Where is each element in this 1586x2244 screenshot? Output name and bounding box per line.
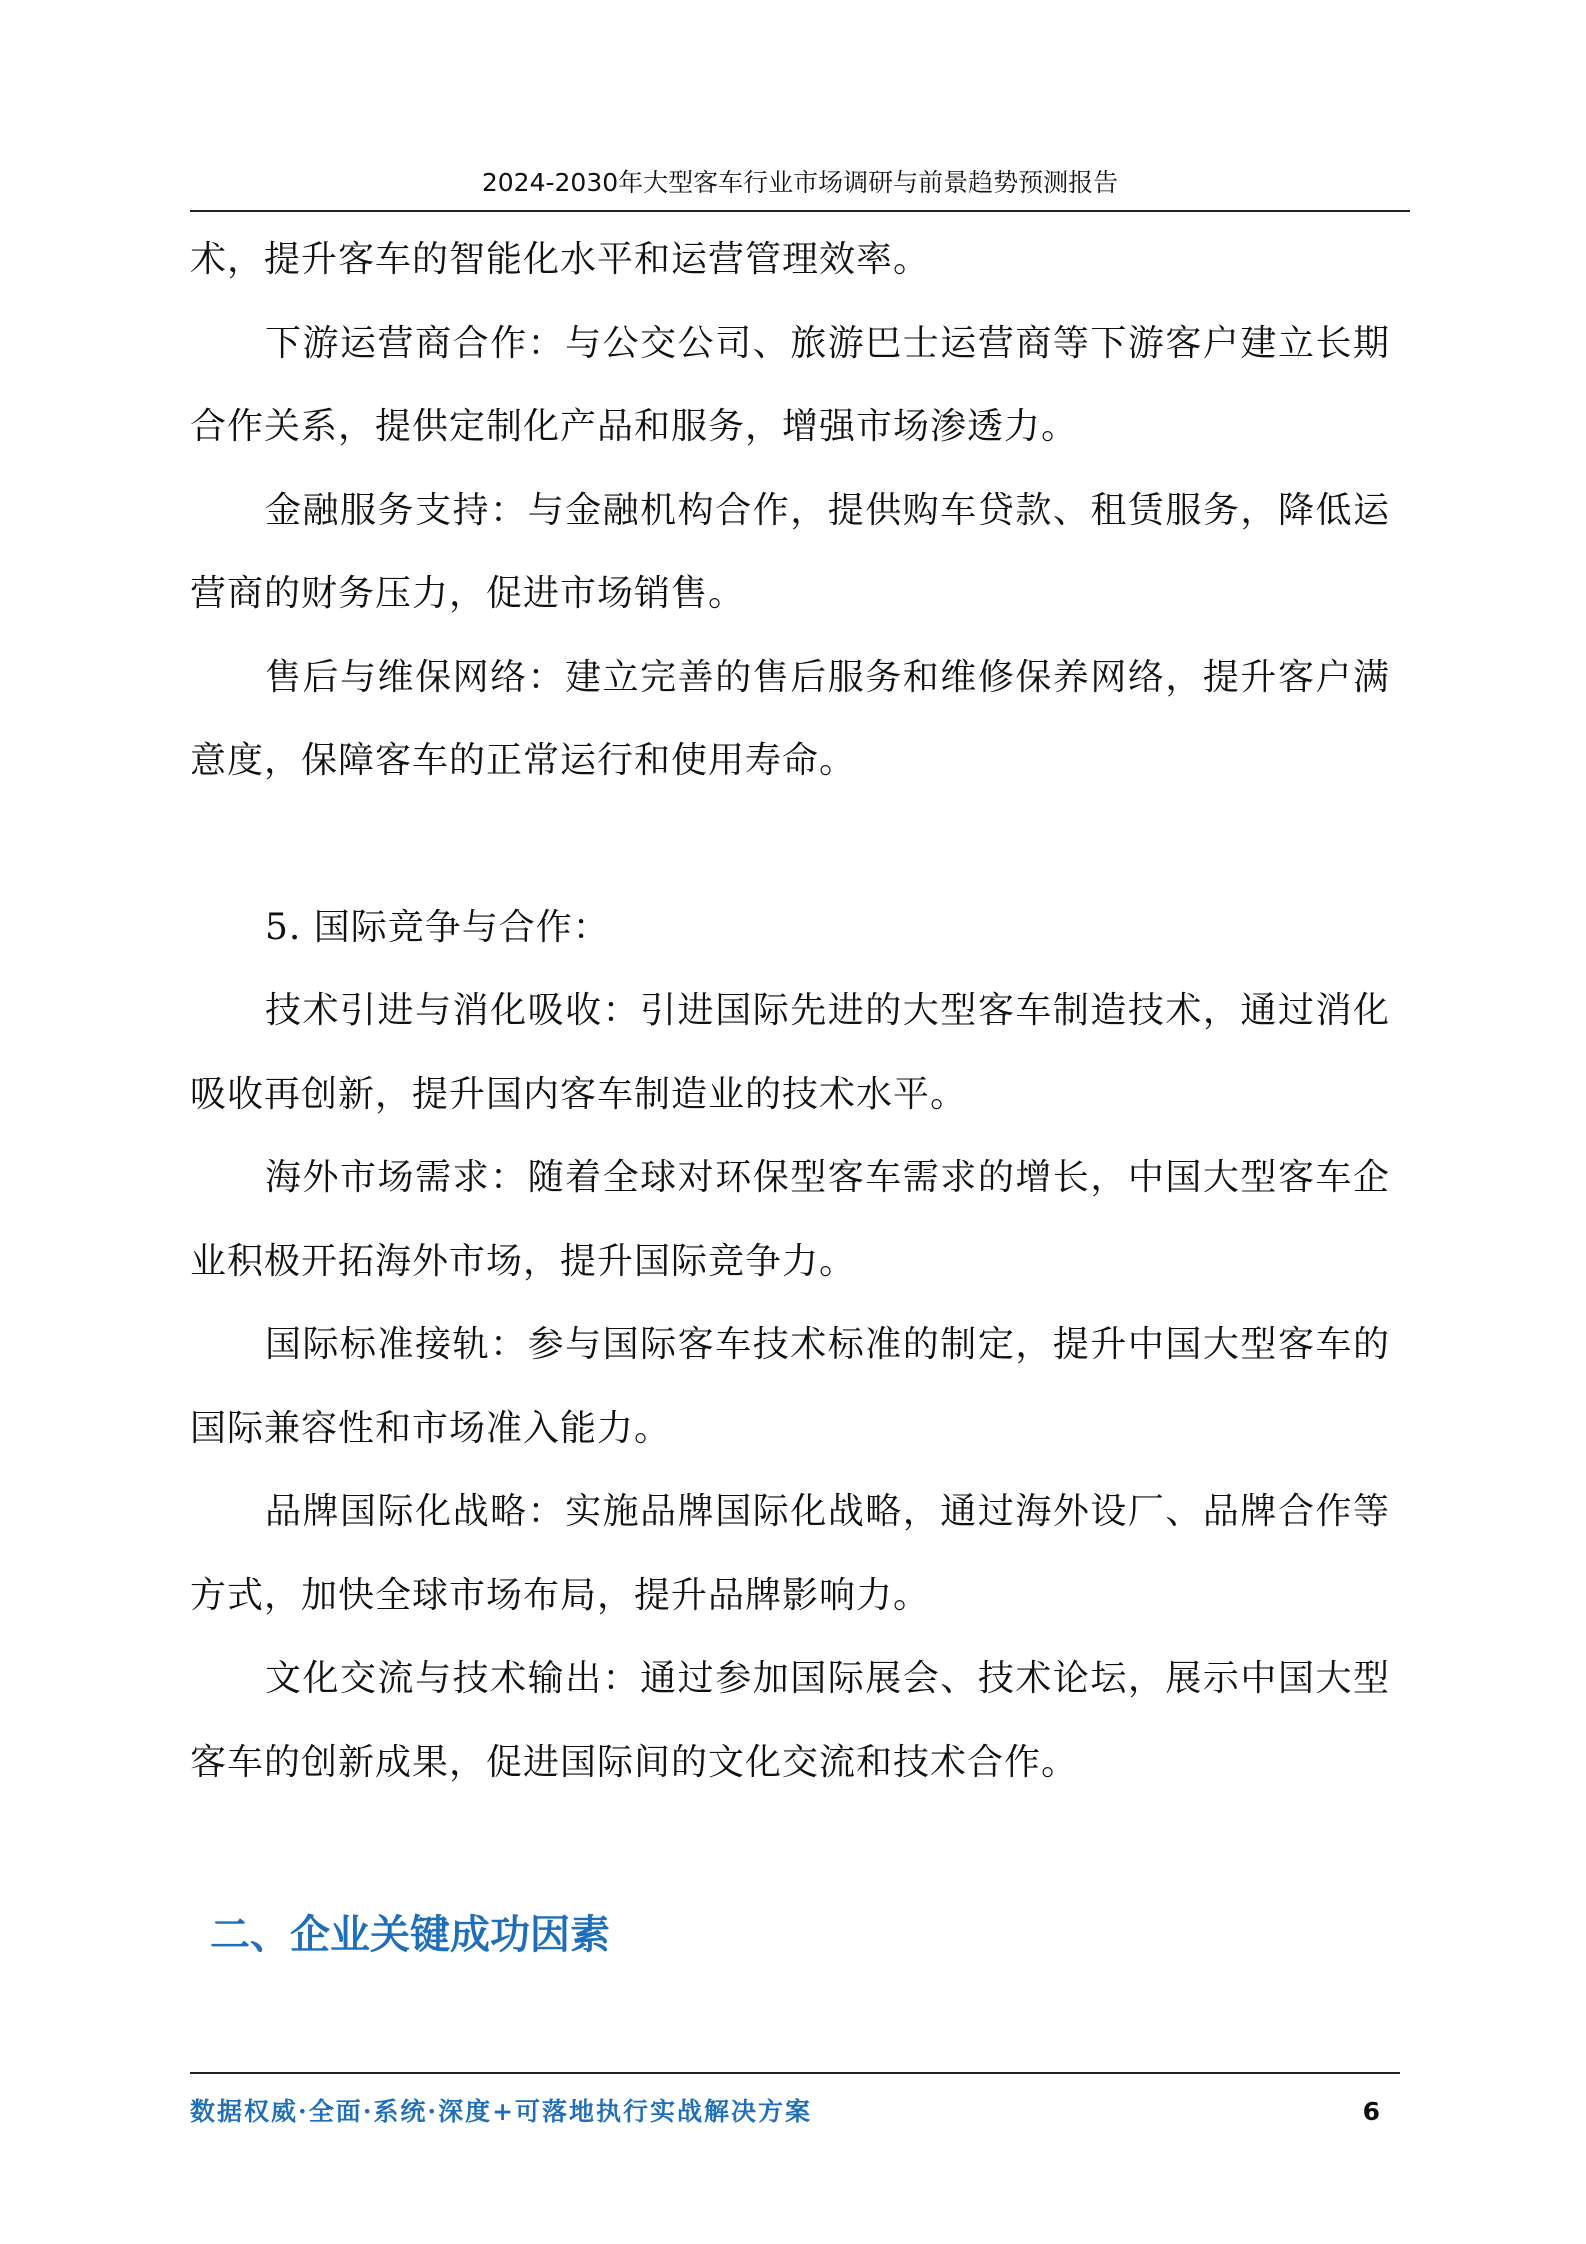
page-number: 6 bbox=[1362, 2097, 1380, 2126]
footer-divider bbox=[190, 2072, 1400, 2074]
paragraph-overseas-demand: 海外市场需求：随着全球对环保型客车需求的增长，中国大型客车企业积极开拓海外市场，提升国际竞争力。 bbox=[190, 1157, 1390, 1282]
footer-slogan: 数据权威·全面·系统·深度+可落地执行实战解决方案 bbox=[190, 2097, 813, 2126]
page-header bbox=[190, 160, 1410, 212]
subheading-international-competition: 5. 国际竞争与合作： bbox=[265, 906, 610, 948]
paragraph-downstream-cooperation: 下游运营商合作：与公交公司、旅游巴士运营商等下游客户建立长期合作关系，提供定制化产品和服务，增强市场渗透力。 bbox=[190, 322, 1390, 447]
section-heading: 二、企业关键成功因素 bbox=[210, 1912, 610, 1958]
report-title: 2024-2030年大型客车行业市场调研与前景趋势预测报告 bbox=[481, 168, 1119, 197]
main-content bbox=[190, 218, 1390, 1804]
paragraph-gap bbox=[190, 803, 1390, 886]
paragraph-technology-import: 技术引进与消化吸收：引进国际先进的大型客车制造技术，通过消化吸收再创新，提升国内客车制造业的技术水平。 bbox=[190, 990, 1390, 1115]
paragraph-brand-internationalization: 品牌国际化战略：实施品牌国际化战略，通过海外设厂、品牌合作等方式，加快全球市场布局，提升品牌影响力。 bbox=[190, 1491, 1390, 1616]
paragraph-after-sales-network: 售后与维保网络：建立完善的售后服务和维修保养网络，提升客户满意度，保障客车的正常运行和使用寿命。 bbox=[190, 656, 1390, 781]
paragraph-financial-services: 金融服务支持：与金融机构合作，提供购车贷款、租赁服务，降低运营商的财务压力，促进市场销售。 bbox=[190, 489, 1390, 614]
paragraph-international-standards: 国际标准接轨：参与国际客车技术标准的制定，提升中国大型客车的国际兼容性和市场准入能力。 bbox=[190, 1324, 1390, 1449]
paragraph-continued: 术，提升客车的智能化水平和运营管理效率。 bbox=[190, 239, 931, 280]
paragraph-culture-tech-export: 文化交流与技术输出：通过参加国际展会、技术论坛，展示中国大型客车的创新成果，促进国际间的文化交流和技术合作。 bbox=[190, 1658, 1390, 1783]
